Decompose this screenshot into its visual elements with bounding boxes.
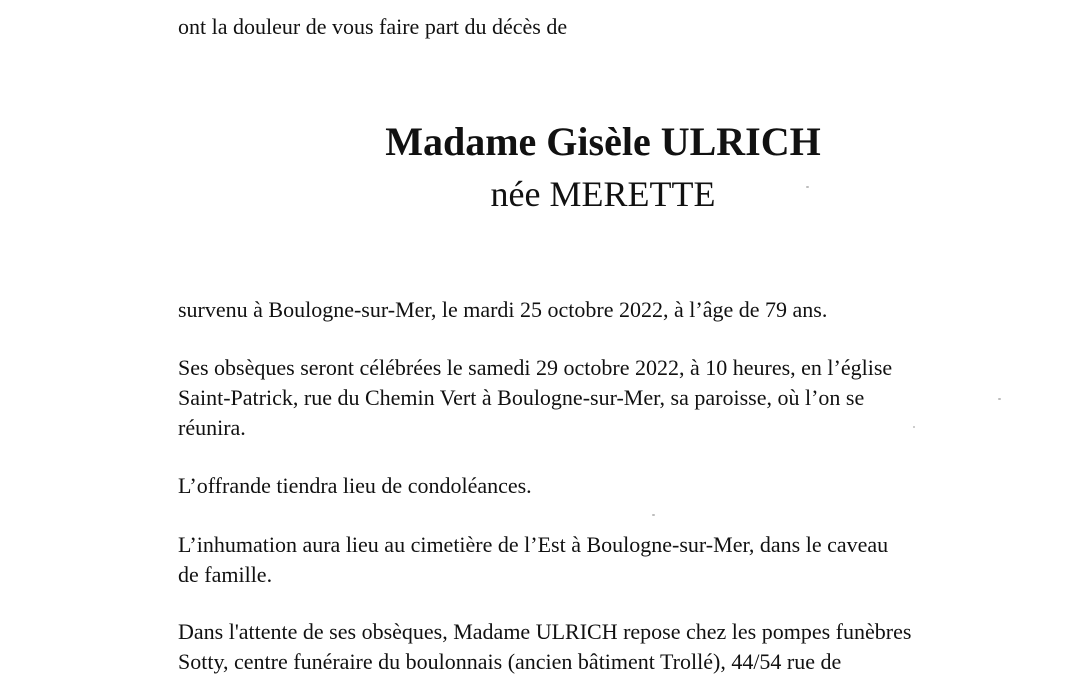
scan-speck (806, 186, 809, 188)
maiden-name: née MERETTE (490, 174, 716, 214)
burial-line-2: de famille. (178, 562, 273, 587)
death-announcement: survenu à Boulogne-sur-Mer, le mardi 25 octobre 2022, à l’âge de 79 ans. (178, 297, 828, 322)
burial-line-1: L’inhumation aura lieu au cimetière de l’Est à Boulogne-sur-Mer, dans le caveau (178, 532, 889, 557)
wake-line-2: Sotty, centre funéraire du boulonnais (ancien bâtiment Trollé), 44/54 rue de (178, 649, 842, 674)
funeral-line-1: Ses obsèques seront célébrées le samedi 29 octobre 2022, à 10 heures, en l’église (178, 355, 893, 380)
scan-speck (998, 398, 1001, 400)
funeral-line-2: Saint-Patrick, rue du Chemin Vert à Boulogne-sur-Mer, sa paroisse, où l’on se (178, 385, 865, 410)
intro-text: ont la douleur de vous faire part du décès de (178, 14, 568, 39)
wake-line-1: Dans l'attente de ses obsèques, Madame ULRICH repose chez les pompes funèbres (178, 619, 912, 644)
funeral-line-3: réunira. (178, 415, 246, 440)
scan-speck (913, 426, 915, 428)
scan-speck (652, 514, 655, 516)
deceased-name: Madame Gisèle ULRICH (385, 119, 821, 164)
offering-text: L’offrande tiendra lieu de condoléances. (178, 473, 532, 498)
